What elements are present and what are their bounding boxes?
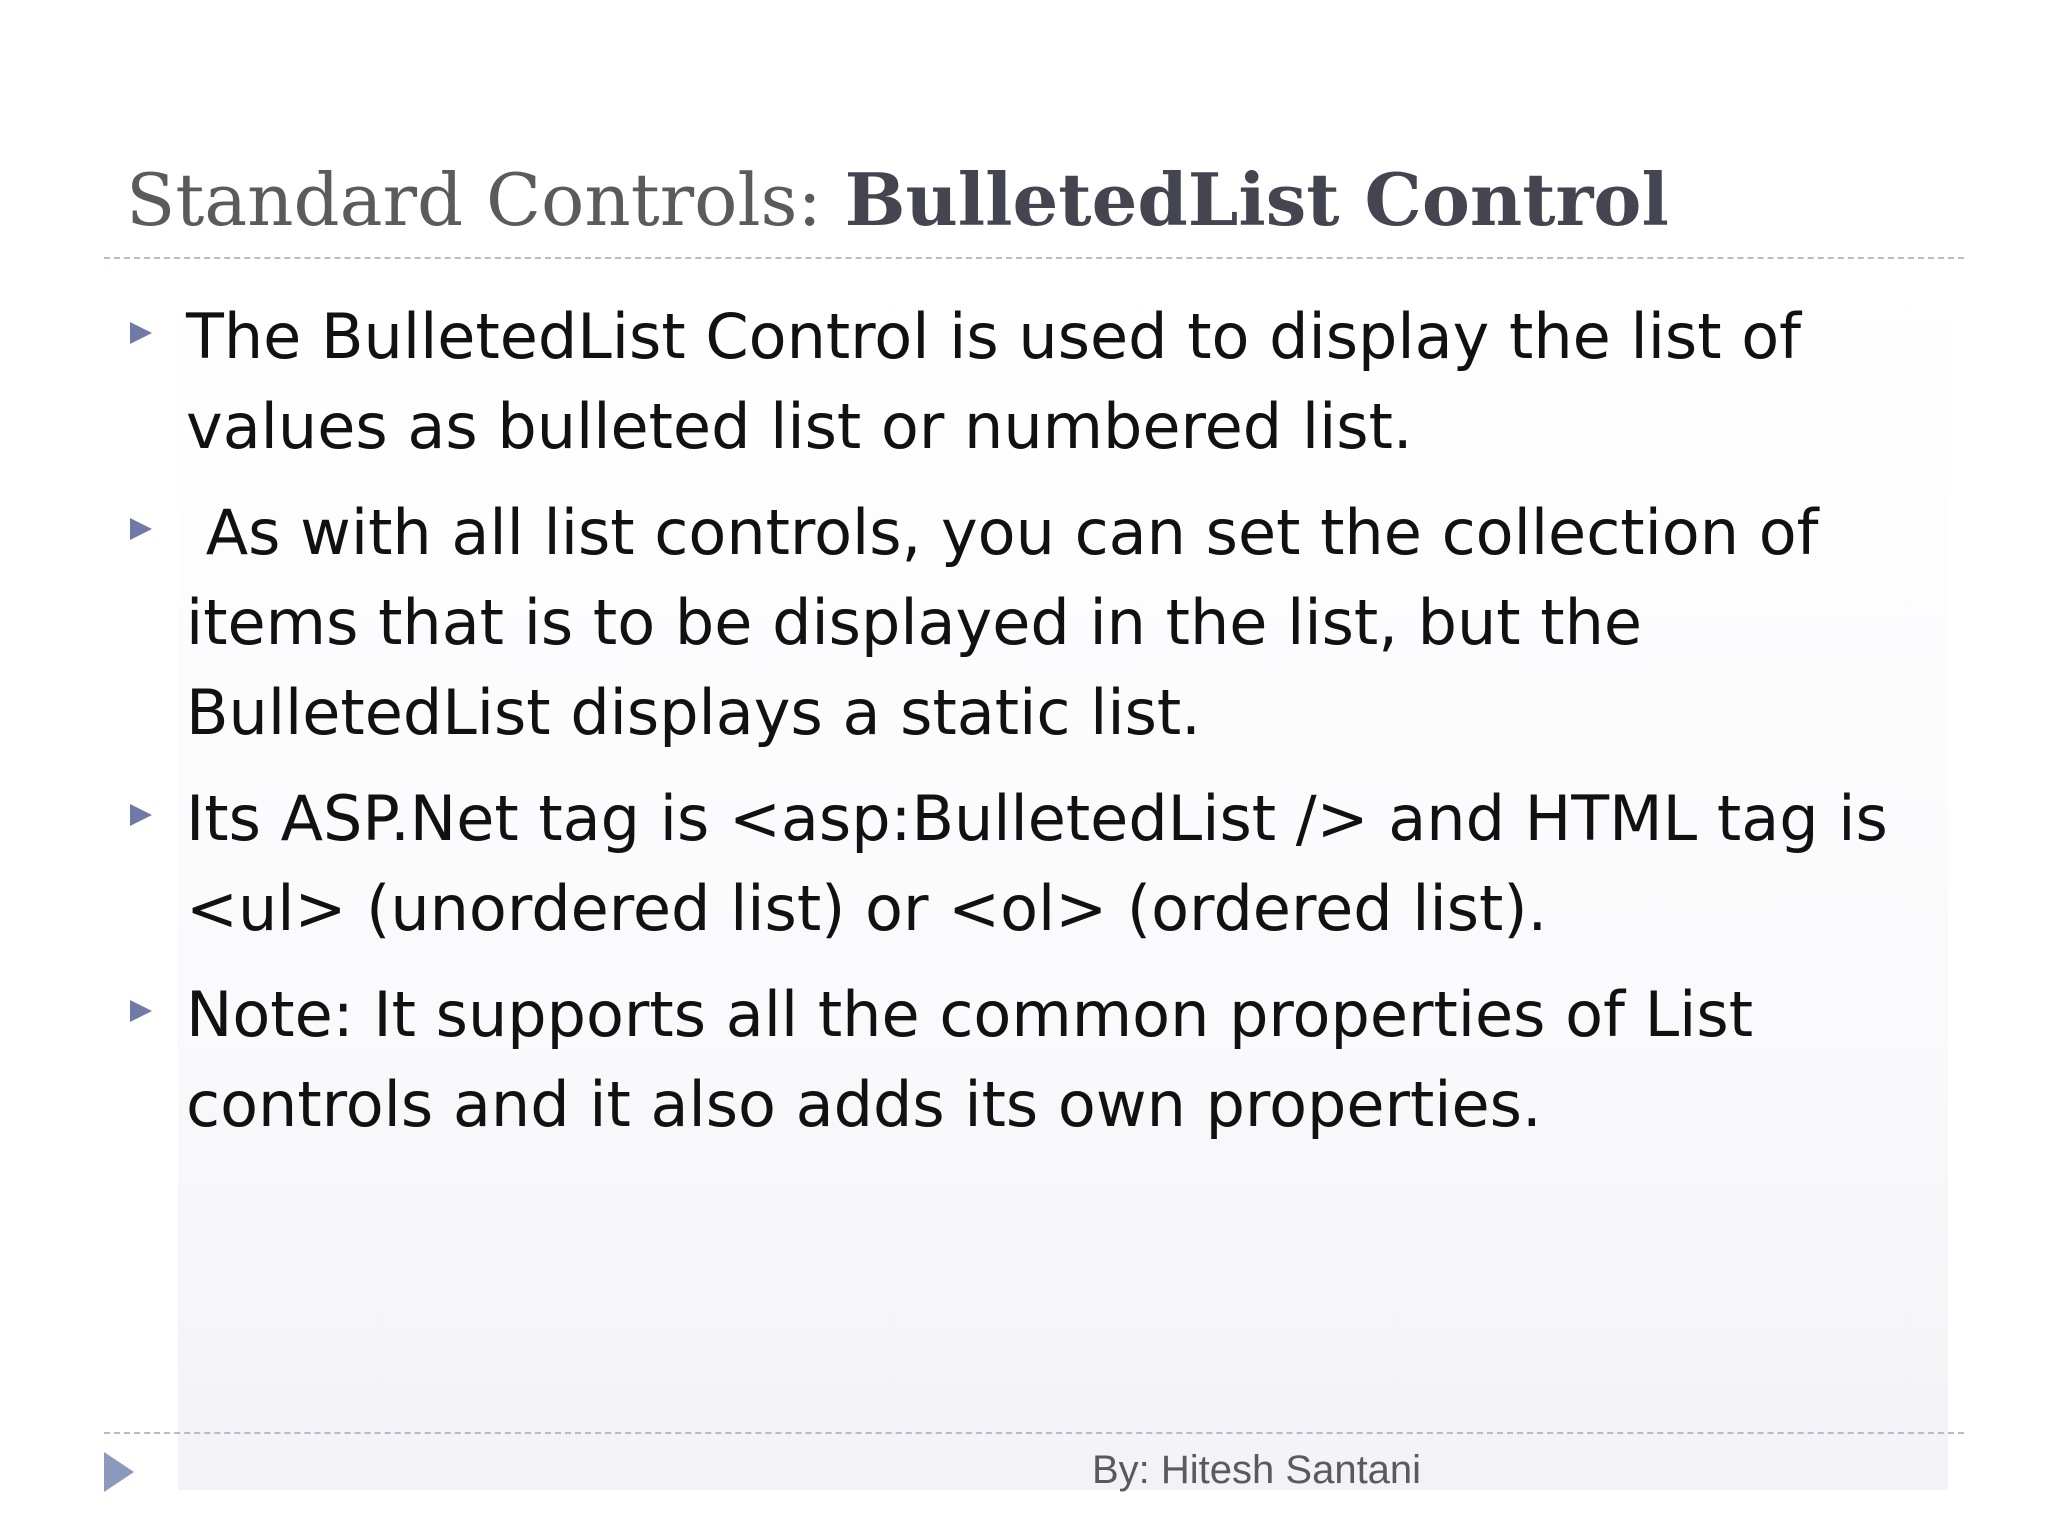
title-emphasis: BulletedList Control [844,157,1669,242]
triangle-right-icon [130,322,152,344]
bullet-item [126,970,1906,1150]
bullet-text: Its ASP.Net tag is <asp:BulletedList /> and HTML tag is <ul> (unordered list) or <ol> (ordered list). [186,782,1888,945]
bullet-text: The BulletedList Control is used to display the list of values as bulleted list or numbered list. [186,300,1801,463]
triangle-right-icon [130,804,152,826]
bullet-list [126,292,1906,1166]
triangle-right-icon [104,1452,134,1492]
bullet-item [126,488,1906,758]
footer-divider [104,1432,1964,1434]
bullet-text: Note: It supports all the common properties of List controls and it also adds its own properties. [186,978,1754,1141]
bullet-item [126,292,1906,472]
bullet-item [126,774,1906,954]
triangle-right-icon [130,1000,152,1022]
triangle-right-icon [130,518,152,540]
title-prefix: Standard Controls: [126,158,845,242]
slide-title [126,157,1669,242]
title-divider [104,257,1964,259]
footer-author: By: Hitesh Santani [1092,1448,1422,1492]
bullet-text: As with all list controls, you can set the collection of items that is to be displayed in the list, but the BulletedList displays a static list. [186,496,1839,749]
